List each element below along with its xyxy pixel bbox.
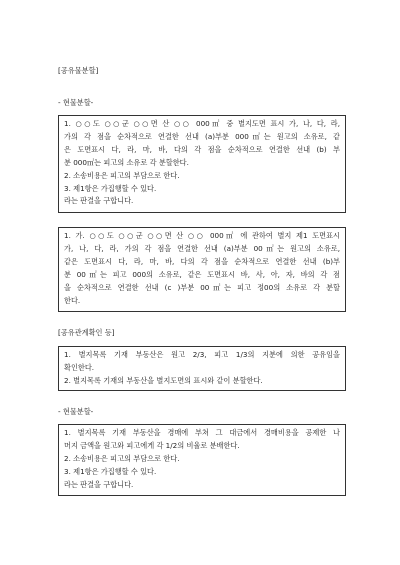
claim-line: 분 00㎡는 피고 000의 소유로, 같은 도면표시 바, 사, 아, 자, 바의 각 점 <box>64 269 340 279</box>
claim-box-three-party-partition <box>58 227 346 312</box>
page-heading: [공유물분할] <box>58 66 99 75</box>
claim-line: 가의 각 점을 순차적으로 연결한 선내 (a)부분 000㎡는 원고의 소유로, 같 <box>64 131 340 141</box>
claim-line: 1. 별지목록 기재 부동산을 경매에 부쳐 그 대금에서 경매비용을 공제한 나 <box>64 428 340 437</box>
claim-line: 1. 별지목록 기재 부동산은 원고 2/3, 피고 1/3의 지분에 의한 공유임을 <box>64 350 340 359</box>
claim-line: 같은 도면표시 다, 라, 마, 바, 다의 각 점을 순차적으로 연결한 선내 (b)부 <box>64 256 340 266</box>
claim-line: 3. 제1항은 가집행할 수 있다. <box>64 183 157 193</box>
claim-box-co-ownership-confirmation <box>58 346 346 391</box>
claim-line: 2. 별지목록 기재의 부동산을 별지도면의 표시와 같이 분할한다. <box>64 375 263 385</box>
claim-line: 분 000㎡는 피고의 소유로 각 분할한다. <box>64 157 189 167</box>
claim-line: 가, 나, 다, 라, 가의 각 점을 연결한 선내 (a)부분 00㎡는 원고의 소유로, <box>64 243 340 253</box>
claim-line: 은 도면표시 다, 라, 마, 바, 다의 각 점을 순차적으로 연결한 선내 (b) 부 <box>64 144 340 154</box>
claim-line: 확인한다. <box>64 362 95 372</box>
claim-line: 라는 판결을 구합니다. <box>64 196 134 206</box>
claim-line: 1. 가. ○○도 ○○군 ○○면 산 ○○ 000㎡ 에 관하여 별지 제1 도면표시 <box>64 231 340 240</box>
claim-box-in-kind-partition <box>58 115 346 213</box>
claim-line: 2. 소송비용은 피고의 부담으로 한다. <box>64 170 180 180</box>
claim-line: 2. 소송비용은 피고의 부담으로 한다. <box>64 453 180 463</box>
claim-line: 한다. <box>64 295 81 305</box>
claim-line: 을 순차적으로 연결한 선내 (c )부분 00㎡는 피고 정00의 소유로 각 분할 <box>64 282 340 292</box>
claim-line: 3. 제1항은 가집행할 수 있다. <box>64 466 157 476</box>
section-label-co-ownership-confirmation: [공유관계확인 등] <box>58 328 115 337</box>
claim-line: 머지 금액을 원고와 피고에게 각 1/2의 비율로 분배한다. <box>64 440 240 450</box>
claim-line: 라는 판결을 구합니다. <box>64 479 134 489</box>
claim-box-auction-partition <box>58 424 346 496</box>
section-label-in-kind-partition: - 현물분할- <box>58 98 94 107</box>
section-label-in-kind-partition-2: - 현물분할- <box>58 407 94 416</box>
claim-line: 1. ○○도 ○○군 ○○면 산 ○○ 000㎡ 중 별지도면 표시 가, 나, 다, 라, <box>64 119 340 128</box>
